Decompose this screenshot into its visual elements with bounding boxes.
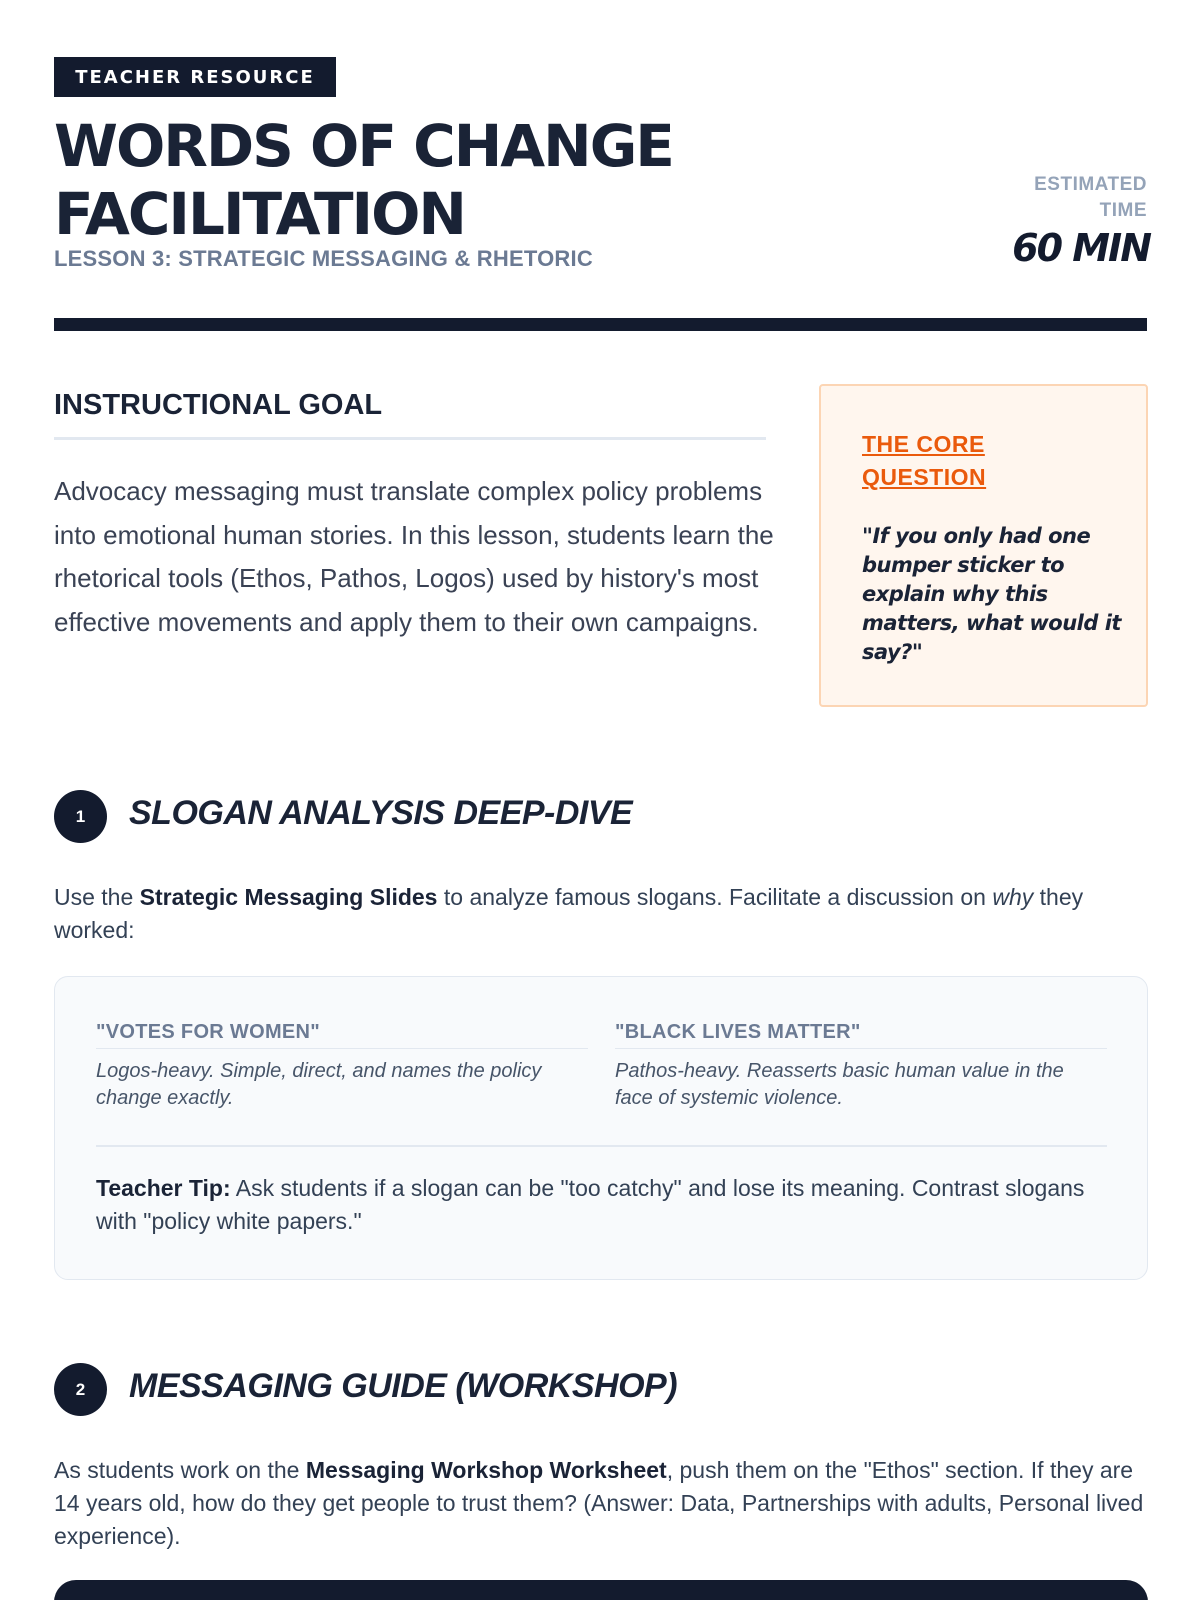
intro-text: As students work on the bbox=[54, 1457, 306, 1483]
slogan-title: "VOTES FOR WOMEN" bbox=[96, 1021, 588, 1049]
core-question-quote: "If you only had one bumper sticker to explain why this matters, what would it say?" bbox=[862, 524, 1121, 664]
slogan-card bbox=[96, 1021, 588, 1112]
slogan-analysis-box bbox=[54, 976, 1148, 1280]
step-1-number: 1 bbox=[54, 790, 107, 843]
goal-divider bbox=[54, 437, 766, 440]
tip-divider bbox=[96, 1145, 1107, 1147]
next-section-bar bbox=[54, 1580, 1148, 1600]
slogan-title: "BLACK LIVES MATTER" bbox=[615, 1021, 1107, 1049]
slogan-description: Pathos-heavy. Reasserts basic human value in the face of systemic violence. bbox=[615, 1060, 1064, 1109]
teacher-tip bbox=[96, 1172, 1096, 1238]
page-title: WORDS OF CHANGE FACILITATION bbox=[54, 112, 673, 248]
slogan-card bbox=[615, 1021, 1107, 1112]
worksheet-reference: Messaging Workshop Worksheet bbox=[305, 1457, 667, 1483]
instructional-goal-text: Advocacy messaging must translate complex policy problems into emotional human stories. In this lesson, students learn the rhetorical tools (Ethos, Pathos, Logos) used by history's most effective movements and apply them to their own campaigns. bbox=[54, 476, 774, 637]
section-2-title: MESSAGING GUIDE (WORKSHOP) bbox=[129, 1367, 678, 1405]
intro-text: , push them on the "Ethos" section. If they are 14 years old, how do they get people to trust them? (Answer: Data, Partnerships with adults, Personal lived experience). bbox=[54, 1457, 1144, 1549]
instructional-goal-heading: INSTRUCTIONAL GOAL bbox=[54, 389, 383, 421]
section-1-intro bbox=[54, 881, 1154, 947]
step-2-number: 2 bbox=[54, 1363, 107, 1416]
slogan-description: Logos-heavy. Simple, direct, and names the policy change exactly. bbox=[96, 1060, 542, 1109]
core-question-box bbox=[819, 384, 1148, 707]
section-1-title: SLOGAN ANALYSIS DEEP-DIVE bbox=[129, 794, 633, 832]
header-divider bbox=[54, 318, 1147, 331]
core-question-label: THE CORE QUESTION bbox=[862, 431, 987, 490]
section-2-intro bbox=[54, 1454, 1149, 1553]
teacher-tip-label: Teacher Tip: bbox=[96, 1175, 231, 1201]
teacher-tip-text: Ask students if a slogan can be "too catchy" and lose its meaning. Contrast slogans with "policy white papers." bbox=[96, 1175, 1085, 1234]
intro-text: they worked: bbox=[54, 884, 1084, 943]
lesson-subtitle: LESSON 3: STRATEGIC MESSAGING & RHETORIC bbox=[54, 246, 593, 271]
estimated-time-label: ESTIMATED TIME bbox=[1034, 174, 1147, 221]
teacher-resource-badge: TEACHER RESOURCE bbox=[54, 57, 336, 97]
slides-reference: Strategic Messaging Slides bbox=[139, 884, 438, 910]
intro-emphasis: why bbox=[992, 884, 1034, 910]
estimated-time-value: 60 MIN bbox=[1012, 226, 1150, 270]
intro-text: to analyze famous slogans. Facilitate a discussion on bbox=[437, 884, 993, 910]
intro-text: Use the bbox=[54, 884, 140, 910]
